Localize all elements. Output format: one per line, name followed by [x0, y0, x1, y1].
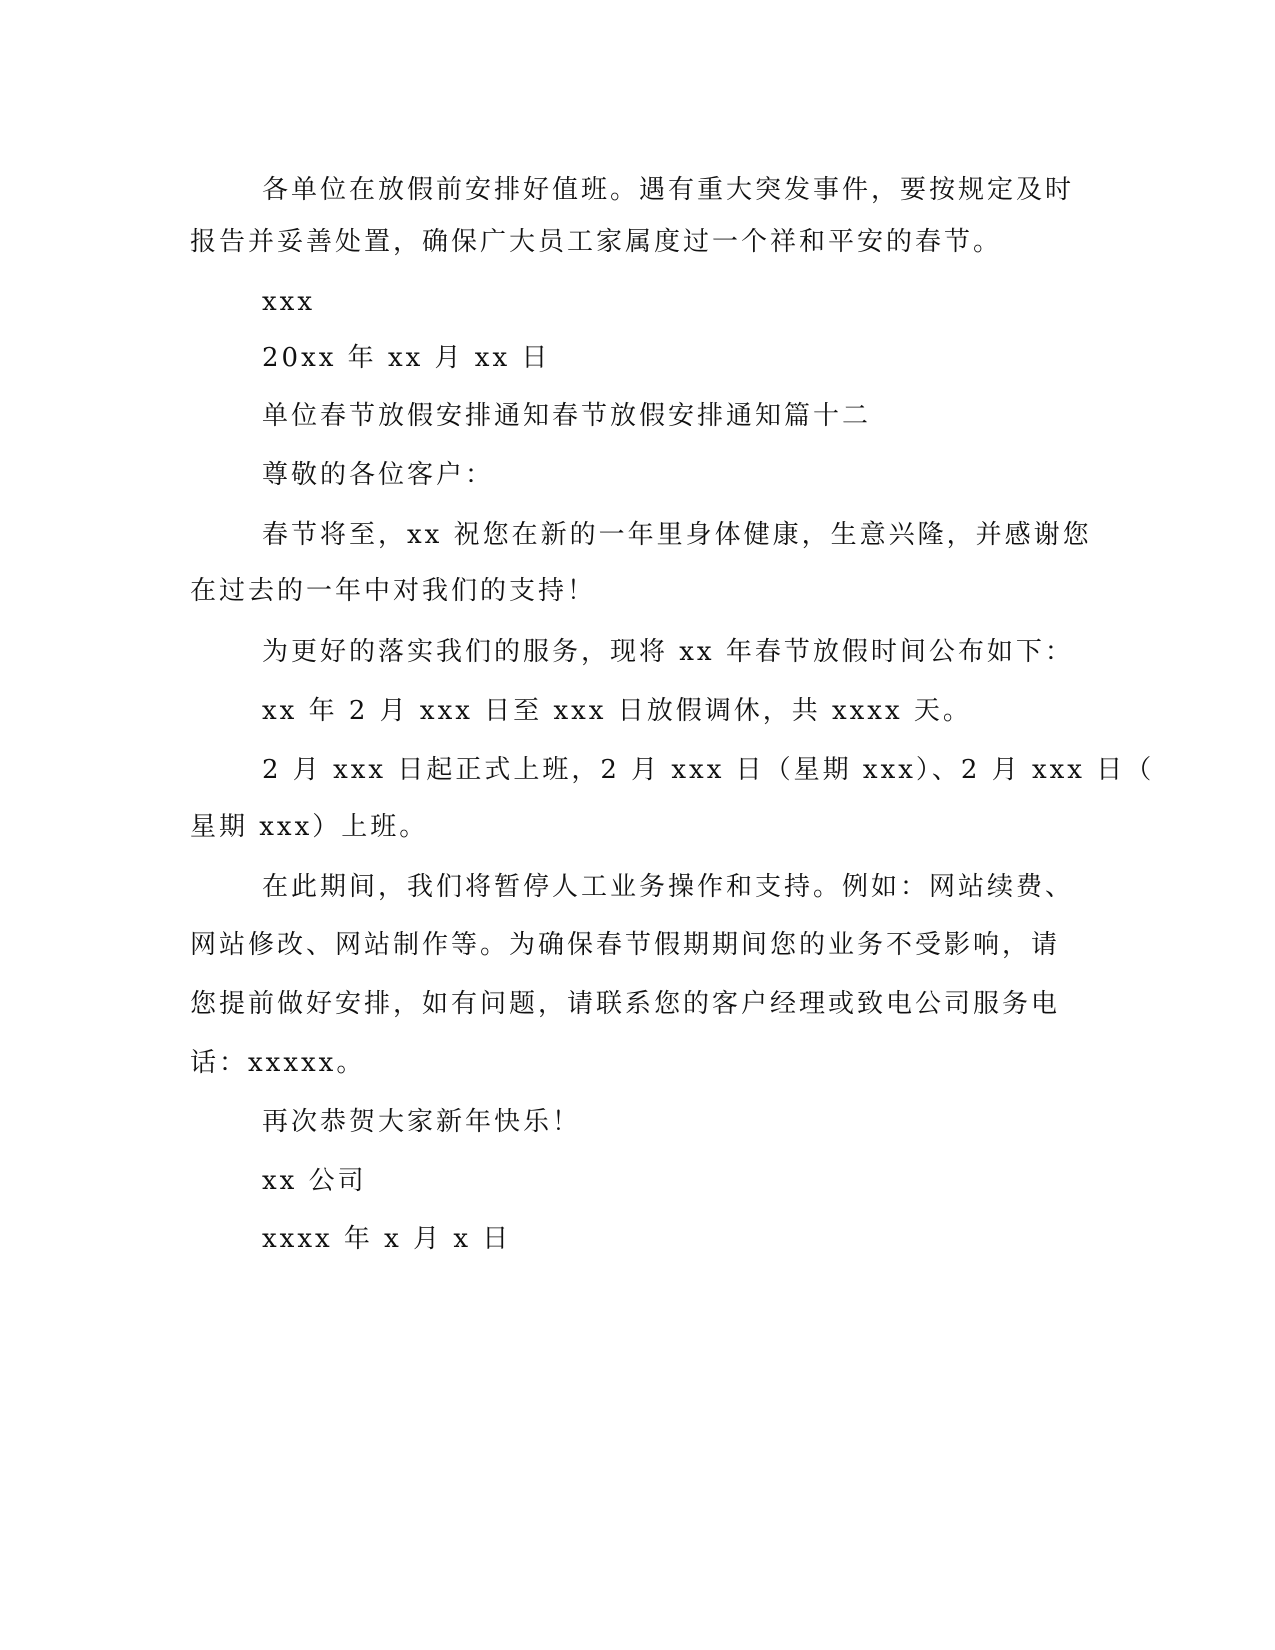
signature-name: xxx [262, 287, 315, 317]
salutation: 尊敬的各位客户： [262, 460, 495, 490]
closing-wishes: 再次恭贺大家新年快乐！ [262, 1107, 582, 1137]
paragraph-duty-line-1: 各单位在放假前安排好值班。遇有重大突发事件，要按规定及时 [262, 175, 1075, 205]
paragraph-service-line-4: 话：xxxxx。 [190, 1048, 366, 1078]
signature-closing-date: xxxx 年 x 月 x 日 [262, 1224, 512, 1254]
paragraph-service-line-1: 在此期间，我们将暂停人工业务操作和支持。例如：网站续费、 [262, 872, 1075, 902]
paragraph-service-line-3: 您提前做好安排，如有问题，请联系您的客户经理或致电公司服务电 [190, 989, 1061, 1019]
paragraph-service-line-2: 网站修改、网站制作等。为确保春节假期期间您的业务不受影响，请 [190, 930, 1061, 960]
paragraph-work-resume-line-1: 2 月 xxx 日起正式上班，2 月 xxx 日（星期 xxx）、2 月 xxx 日（ [262, 755, 1155, 785]
section-heading: 单位春节放假安排通知春节放假安排通知篇十二 [262, 401, 872, 431]
paragraph-greeting-line-1: 春节将至，xx 祝您在新的一年里身体健康，生意兴隆，并感谢您 [262, 520, 1092, 550]
paragraph-greeting-line-2: 在过去的一年中对我们的支持！ [190, 576, 597, 606]
paragraph-duty-line-2: 报告并妥善处置，确保广大员工家属度过一个祥和平安的春节。 [190, 227, 1003, 257]
signature-company: xx 公司 [262, 1166, 367, 1196]
paragraph-announce: 为更好的落实我们的服务，现将 xx 年春节放假时间公布如下： [262, 637, 1074, 667]
paragraph-work-resume-line-2: 星期 xxx）上班。 [190, 812, 429, 842]
signature-date: 20xx 年 xx 月 xx 日 [262, 343, 551, 373]
paragraph-holiday-period: xx 年 2 月 xxx 日至 xxx 日放假调休，共 xxxx 天。 [262, 696, 972, 726]
